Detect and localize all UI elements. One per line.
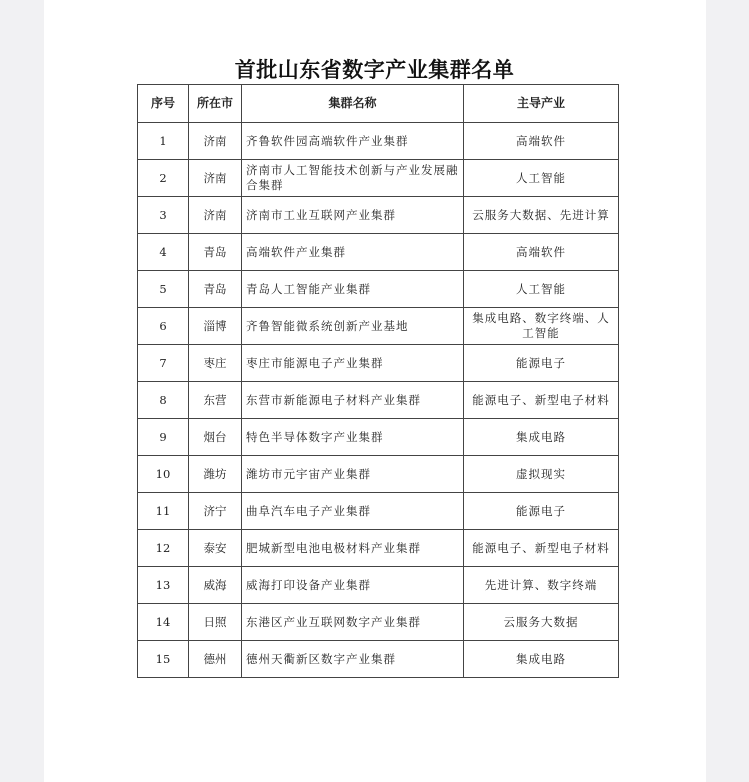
row-cluster-name: 齐鲁软件园高端软件产业集群 [242, 123, 464, 160]
row-leading-industry: 人工智能 [464, 271, 619, 308]
table-row [138, 567, 619, 604]
row-cluster-name: 德州天衢新区数字产业集群 [242, 641, 464, 678]
row-index: 6 [138, 308, 189, 345]
row-cluster-name: 东营市新能源电子材料产业集群 [242, 382, 464, 419]
table-body [138, 123, 619, 678]
header-city: 所在市 [189, 85, 242, 123]
row-city: 淄博 [189, 308, 242, 345]
header-cluster-name: 集群名称 [242, 85, 464, 123]
row-cluster-name: 高端软件产业集群 [242, 234, 464, 271]
table-row [138, 456, 619, 493]
row-cluster-name: 青岛人工智能产业集群 [242, 271, 464, 308]
page-title: 首批山东省数字产业集群名单 [234, 58, 515, 82]
row-leading-industry: 能源电子、新型电子材料 [464, 382, 619, 419]
row-leading-industry: 集成电路 [464, 641, 619, 678]
row-leading-industry: 能源电子 [464, 345, 619, 382]
cluster-table [137, 84, 619, 678]
row-cluster-name: 齐鲁智能微系统创新产业基地 [242, 308, 464, 345]
table-row [138, 234, 619, 271]
row-index: 15 [138, 641, 189, 678]
row-cluster-name: 东港区产业互联网数字产业集群 [242, 604, 464, 641]
table-row [138, 641, 619, 678]
row-city: 青岛 [189, 234, 242, 271]
row-index: 10 [138, 456, 189, 493]
row-index: 8 [138, 382, 189, 419]
row-leading-industry: 集成电路、数字终端、人工智能 [464, 308, 619, 345]
row-city: 东营 [189, 382, 242, 419]
row-city: 青岛 [189, 271, 242, 308]
row-index: 3 [138, 197, 189, 234]
row-cluster-name: 济南市工业互联网产业集群 [242, 197, 464, 234]
table-row [138, 271, 619, 308]
row-index: 11 [138, 493, 189, 530]
row-leading-industry: 先进计算、数字终端 [464, 567, 619, 604]
row-index: 4 [138, 234, 189, 271]
table-row [138, 604, 619, 641]
row-city: 德州 [189, 641, 242, 678]
row-city: 威海 [189, 567, 242, 604]
row-leading-industry: 能源电子、新型电子材料 [464, 530, 619, 567]
row-leading-industry: 高端软件 [464, 234, 619, 271]
row-cluster-name: 枣庄市能源电子产业集群 [242, 345, 464, 382]
row-index: 7 [138, 345, 189, 382]
row-cluster-name: 特色半导体数字产业集群 [242, 419, 464, 456]
header-leading-industry: 主导产业 [464, 85, 619, 123]
table-row [138, 419, 619, 456]
row-city: 烟台 [189, 419, 242, 456]
row-index: 12 [138, 530, 189, 567]
row-leading-industry: 虚拟现实 [464, 456, 619, 493]
row-city: 日照 [189, 604, 242, 641]
table-row [138, 382, 619, 419]
row-leading-industry: 能源电子 [464, 493, 619, 530]
row-index: 13 [138, 567, 189, 604]
table-header-row [138, 85, 619, 123]
row-city: 泰安 [189, 530, 242, 567]
row-index: 14 [138, 604, 189, 641]
row-city: 济南 [189, 197, 242, 234]
row-leading-industry: 云服务大数据 [464, 604, 619, 641]
row-leading-industry: 人工智能 [464, 160, 619, 197]
table-row [138, 345, 619, 382]
row-index: 1 [138, 123, 189, 160]
header-index: 序号 [138, 85, 189, 123]
row-leading-industry: 高端软件 [464, 123, 619, 160]
row-leading-industry: 集成电路 [464, 419, 619, 456]
row-city: 济宁 [189, 493, 242, 530]
row-cluster-name: 威海打印设备产业集群 [242, 567, 464, 604]
row-city: 枣庄 [189, 345, 242, 382]
table-row [138, 197, 619, 234]
table-row [138, 160, 619, 197]
row-index: 9 [138, 419, 189, 456]
row-city: 济南 [189, 123, 242, 160]
row-index: 5 [138, 271, 189, 308]
row-cluster-name: 肥城新型电池电极材料产业集群 [242, 530, 464, 567]
table-row [138, 308, 619, 345]
row-cluster-name: 曲阜汽车电子产业集群 [242, 493, 464, 530]
row-cluster-name: 济南市人工智能技术创新与产业发展融合集群 [242, 160, 464, 197]
table-row [138, 493, 619, 530]
row-city: 济南 [189, 160, 242, 197]
row-index: 2 [138, 160, 189, 197]
table-row [138, 123, 619, 160]
row-city: 潍坊 [189, 456, 242, 493]
row-cluster-name: 潍坊市元宇宙产业集群 [242, 456, 464, 493]
row-leading-industry: 云服务大数据、先进计算 [464, 197, 619, 234]
table-row [138, 530, 619, 567]
